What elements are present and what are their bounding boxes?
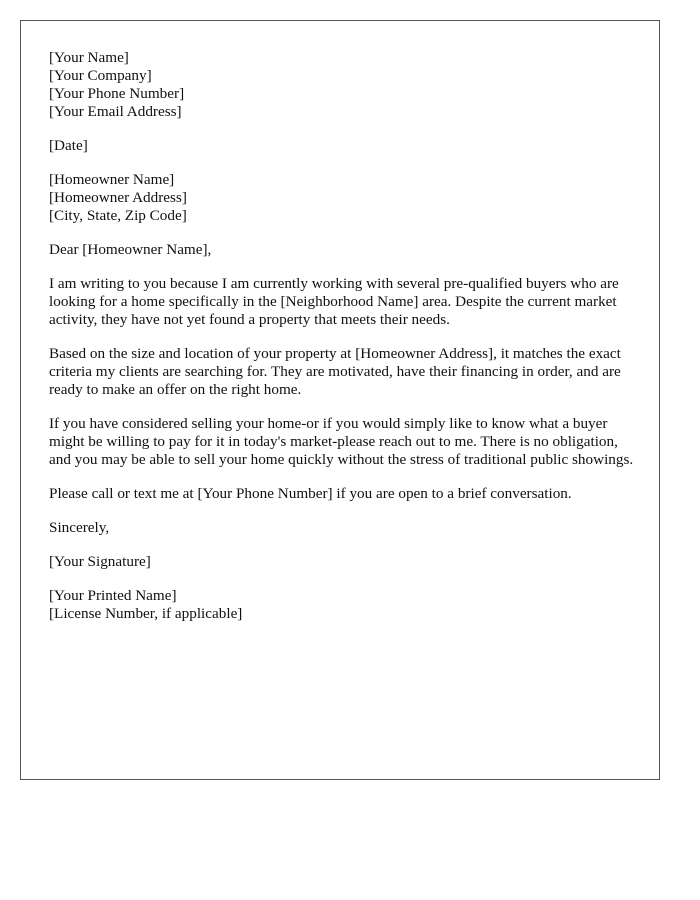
signature: [Your Signature] bbox=[49, 553, 151, 570]
sender-email: [Your Email Address] bbox=[49, 103, 182, 120]
body-paragraph-4: Please call or text me at [Your Phone Number] if you are open to a brief conversation. bbox=[49, 485, 572, 502]
letter-date: [Date] bbox=[49, 137, 88, 154]
recipient-city-state-zip: [City, State, Zip Code] bbox=[49, 207, 187, 224]
license-number: [License Number, if applicable] bbox=[49, 605, 243, 622]
body-paragraph-2: Based on the size and location of your property at [Homeowner Address], it matches the exact criteria my clients are searching for. They are motivated, have their financing in order, and are ready to make an offer on the right home. bbox=[49, 345, 621, 398]
closing: Sincerely, bbox=[49, 519, 110, 536]
body-paragraph-3: If you have considered selling your home-or if you would simply like to know what a buyer might be willing to pay for it in today's market-please reach out to me. There is no obligation, and you may be able to sell your home quickly without the stress of traditional public showings. bbox=[49, 415, 634, 468]
letter-content bbox=[49, 49, 639, 639]
printed-name: [Your Printed Name] bbox=[49, 587, 177, 604]
letter-page bbox=[20, 20, 660, 780]
sender-company: [Your Company] bbox=[49, 67, 152, 84]
recipient-address: [Homeowner Address] bbox=[49, 189, 187, 206]
body-paragraph-1: I am writing to you because I am currently working with several pre-qualified buyers who are looking for a home specifically in the [Neighborhood Name] area. Despite the current market activity, they have not yet found a property that meets their needs. bbox=[49, 275, 619, 328]
date-block bbox=[49, 137, 639, 155]
sender-phone: [Your Phone Number] bbox=[49, 85, 185, 102]
salutation: Dear [Homeowner Name], bbox=[49, 241, 212, 258]
recipient-block bbox=[49, 171, 639, 225]
sender-name: [Your Name] bbox=[49, 49, 129, 66]
signoff-block bbox=[49, 587, 639, 623]
recipient-name: [Homeowner Name] bbox=[49, 171, 175, 188]
sender-block bbox=[49, 49, 639, 121]
